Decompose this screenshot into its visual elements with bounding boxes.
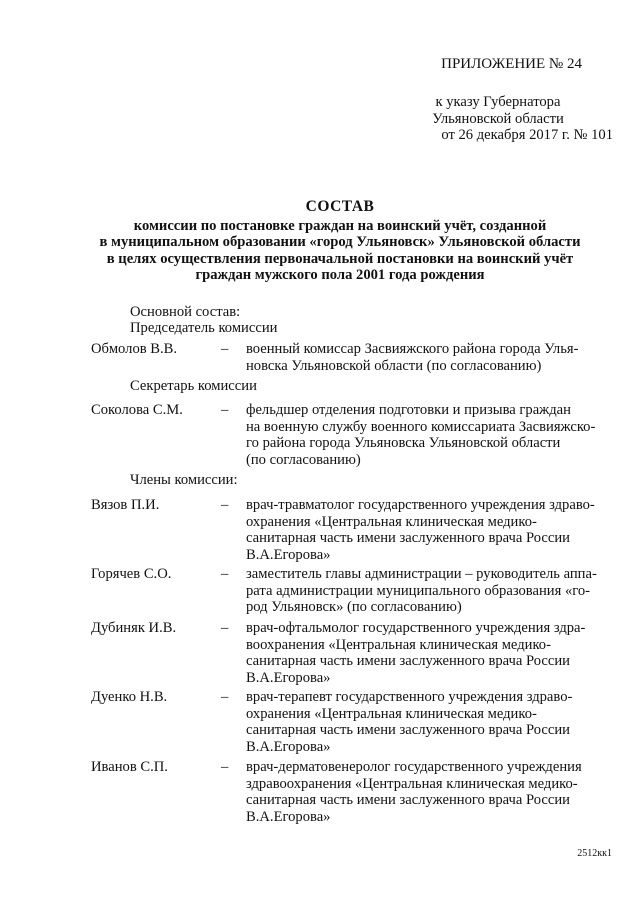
member-role: [246, 341, 616, 374]
document-title: [60, 199, 620, 284]
member-role: [246, 620, 616, 686]
member-name: Иванов С.П.: [91, 759, 168, 775]
role-line: санитарная часть имени заслуженного врача России: [246, 722, 570, 738]
section-members: Члены комиссии:: [130, 472, 238, 488]
role-line: санитарная часть имени заслуженного врача России: [246, 792, 570, 808]
section-secretary: Секретарь комиссии: [130, 378, 257, 394]
dash: –: [221, 620, 229, 636]
role-line: новска Ульяновской области (по согласованию): [246, 357, 542, 374]
member-role: [246, 566, 616, 616]
role-line: заместитель главы администрации – руководитель аппа-: [246, 566, 597, 582]
role-line: охранения «Центральная клиническая медико-: [246, 513, 537, 530]
member-name: Соколова С.М.: [91, 402, 183, 418]
title-line: в целях осуществления первоначальной постановки на воинский учёт: [106, 250, 574, 267]
member-name: Горячев С.О.: [91, 566, 172, 582]
dash: –: [221, 566, 229, 582]
dash: –: [221, 689, 229, 705]
role-line: охранения «Центральная клиническая медико-: [246, 705, 537, 722]
dash: –: [221, 497, 229, 513]
member-name: Обмолов В.В.: [91, 341, 178, 357]
appendix-number: ПРИЛОЖЕНИЕ № 24: [441, 56, 582, 72]
section-chair: Председатель комиссии: [130, 320, 278, 336]
dash: –: [221, 341, 229, 357]
role-line: В.А.Егорова»: [246, 669, 331, 686]
member-name: Вязов П.И.: [91, 497, 160, 513]
title-line: граждан мужского пола 2001 года рождения: [195, 267, 485, 283]
role-line: воохранения «Центральная клиническая медико-: [246, 636, 551, 653]
decree-line: к указу Губернатора: [435, 94, 561, 110]
role-line: рата администрации муниципального образования «го-: [246, 582, 591, 599]
role-line: здравоохранения «Центральная клиническая медико-: [246, 775, 578, 792]
member-role: [246, 689, 616, 755]
member-name: Дуенко Н.В.: [91, 689, 168, 705]
decree-date-line: от 26 декабря 2017 г. № 101: [441, 127, 613, 143]
dash: –: [221, 402, 229, 418]
section-main-composition: Основной состав:: [130, 304, 241, 320]
decree-reference: [383, 94, 613, 144]
role-line: врач-терапевт государственного учреждения здраво-: [246, 689, 573, 705]
role-line: (по согласованию): [246, 451, 361, 468]
decree-line: Ульяновской области: [432, 110, 564, 127]
document-code: 2512кк1: [577, 848, 612, 859]
role-line: род Ульяновск» (по согласованию): [246, 599, 462, 615]
title-main: СОСТАВ: [305, 198, 375, 215]
role-line: В.А.Егорова»: [246, 738, 331, 755]
member-name: Дубиняк И.В.: [91, 620, 177, 636]
role-line: врач-офтальмолог государственного учреждения здра-: [246, 620, 586, 636]
title-line: в муниципальном образовании «город Ульяновск» Ульяновской области: [99, 234, 581, 250]
title-line: комиссии по постановке граждан на воинский учёт, созданной: [133, 217, 547, 234]
role-line: В.А.Егорова»: [246, 546, 331, 563]
member-role: [246, 402, 616, 468]
role-line: врач-травматолог государственного учреждения здраво-: [246, 497, 595, 513]
role-line: В.А.Егорова»: [246, 808, 331, 825]
member-role: [246, 759, 616, 825]
role-line: на военную службу военного комиссариата Засвияжско-: [246, 418, 596, 435]
dash: –: [221, 759, 229, 775]
member-role: [246, 497, 616, 563]
role-line: фельдшер отделения подготовки и призыва граждан: [246, 402, 571, 418]
role-line: санитарная часть имени заслуженного врача России: [246, 530, 570, 546]
role-line: военный комиссар Засвияжского района города Улья-: [246, 341, 579, 357]
role-line: санитарная часть имени заслуженного врача России: [246, 653, 570, 669]
role-line: врач-дерматовенеролог государственного учреждения: [246, 759, 582, 775]
role-line: го района города Ульяновска Ульяновской области: [246, 435, 561, 451]
